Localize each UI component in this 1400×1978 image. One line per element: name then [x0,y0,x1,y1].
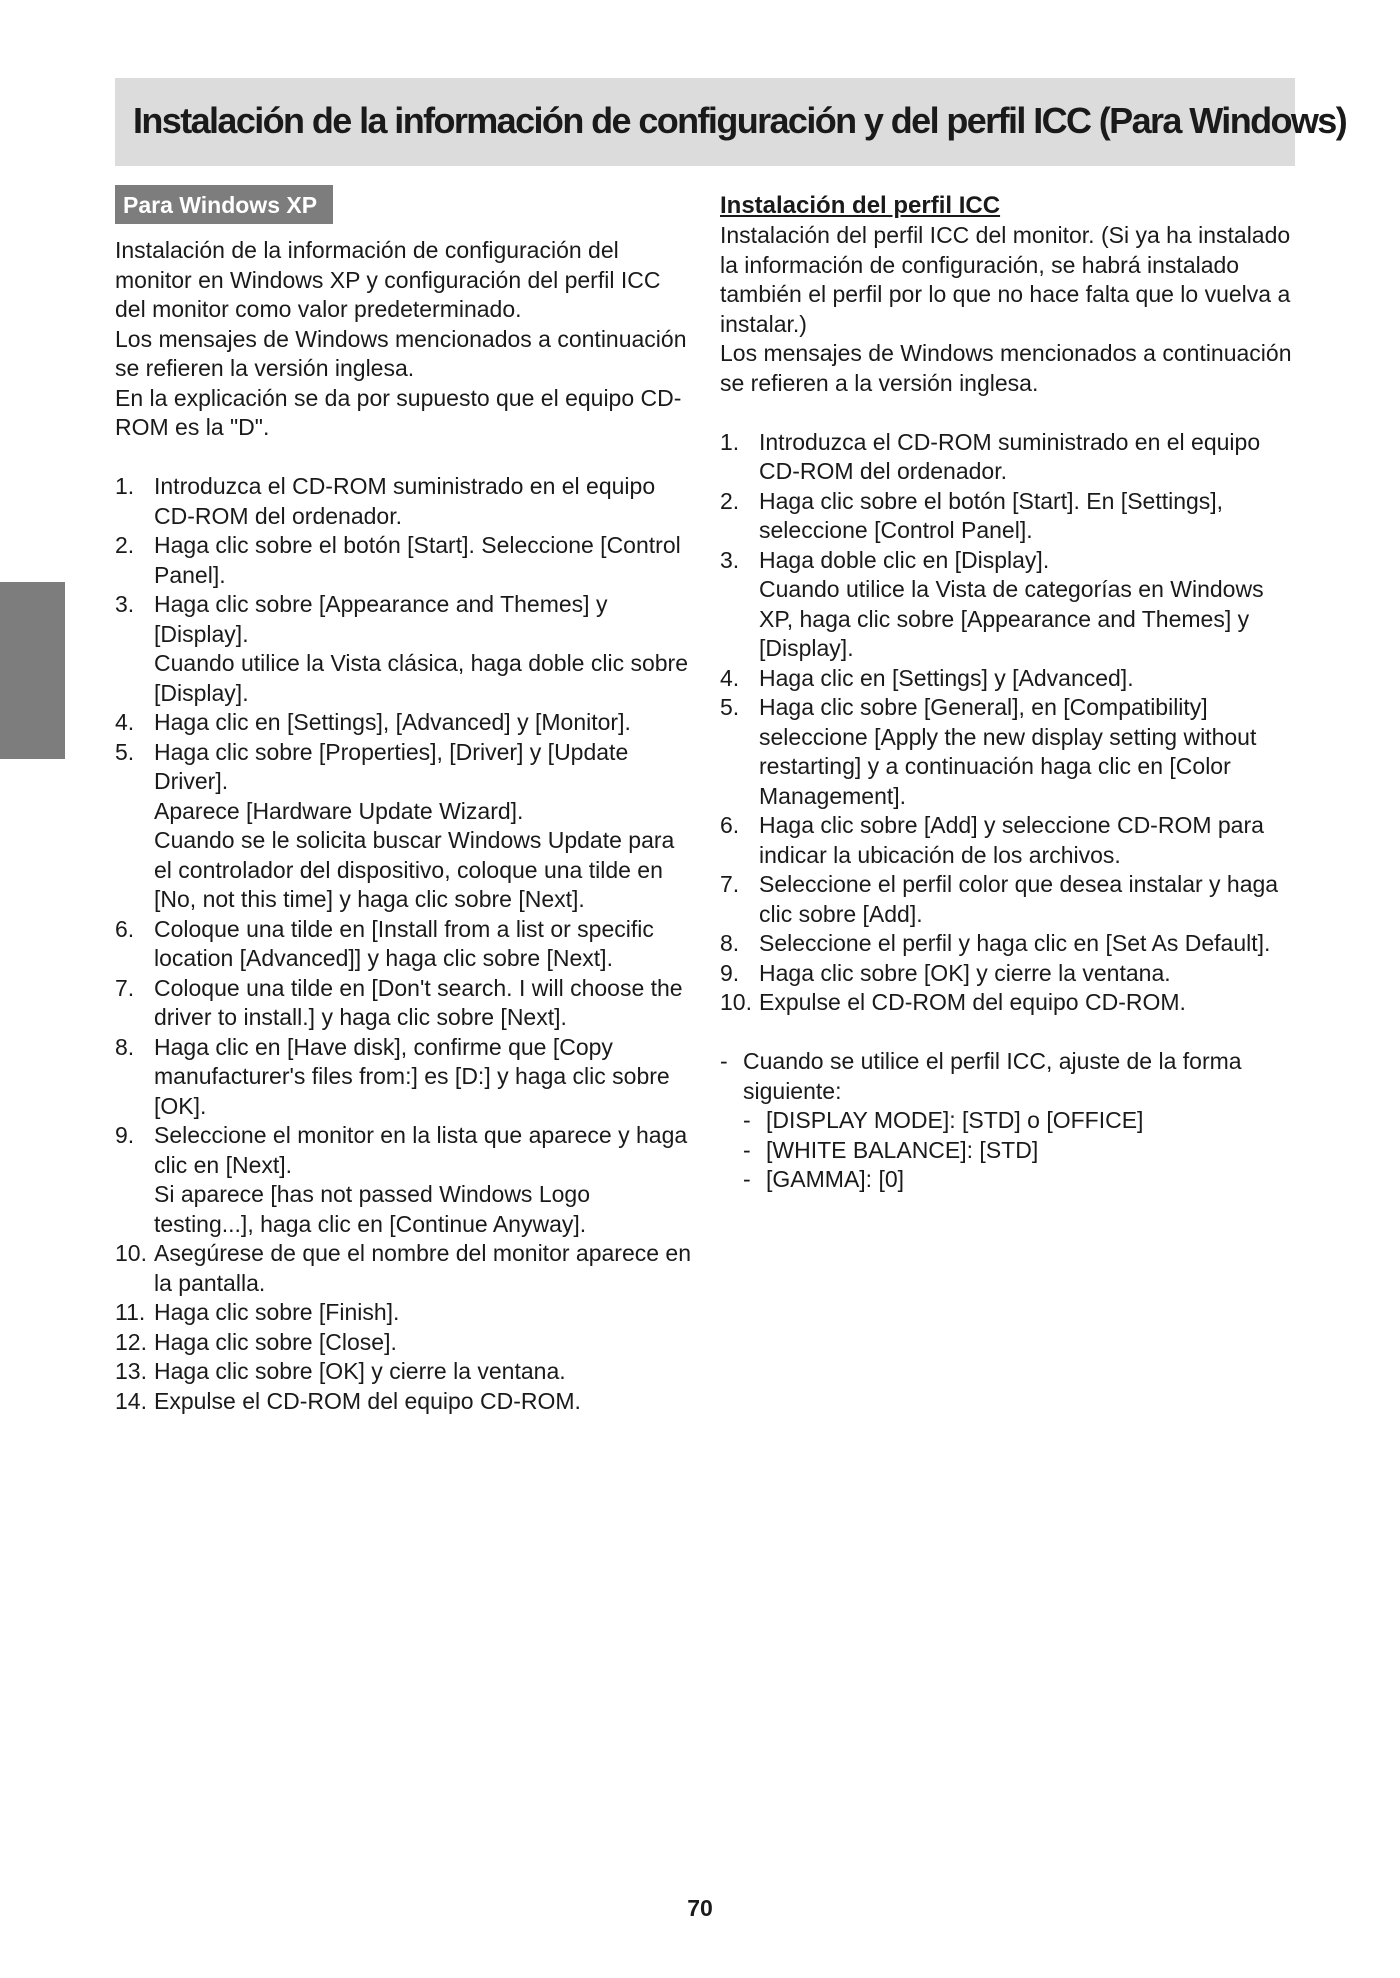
step-text [154,1121,695,1239]
note-dash: - [743,1166,751,1192]
step-line: Introduzca el CD-ROM suministrado en el equipo CD-ROM del ordenador. [154,473,656,529]
right-intro [720,221,1300,398]
step-number: 2. [115,532,135,558]
step-line: Haga clic sobre [General], en [Compatibility] seleccione [Apply the new display setting without restarting] y a continuación haga clic en [Color Management]. [759,694,1257,809]
list-item [720,693,1300,811]
step-text [154,915,695,974]
step-line: Coloque una tilde en [Install from a list or specific location [Advanced]] y haga clic sobre [Next]. [154,915,654,971]
settings-item-text: [GAMMA]: [0] [766,1166,905,1192]
step-number: 9. [720,959,740,986]
step-number: 1. [115,473,135,499]
page-title: Instalación de la información de configuración y del perfil ICC (Para Windows) [133,100,1347,141]
step-line: Introduzca el CD-ROM suministrado en el equipo CD-ROM del ordenador. [759,428,1261,484]
step-number: 10. [720,989,752,1015]
step-text [759,546,1300,664]
step-number: 8. [115,1033,135,1060]
step-line: Seleccione el monitor en la lista que aparece y haga clic en [Next]. [154,1122,688,1178]
step-line: Expulse el CD-ROM del equipo CD-ROM. [154,1387,581,1414]
left-steps-list [115,472,695,1416]
icc-settings-note [720,1047,1300,1195]
step-line: Haga clic sobre [OK] y cierre la ventana. [154,1358,566,1384]
section-title: Instalación del perfil ICC [720,192,1001,219]
right-steps-list [720,428,1300,1018]
step-line: Haga clic sobre el botón [Start]. En [Settings], seleccione [Control Panel]. [759,487,1224,543]
step-number: 4. [115,709,135,735]
list-item [115,1121,695,1239]
step-line: Cuando utilice la Vista de categorías en Windows XP, haga clic sobre [Appearance and Themes] y [Display]. [759,576,1264,661]
step-line: Haga clic sobre el botón [Start]. Seleccione [Control Panel]. [154,532,681,588]
step-number: 2. [720,487,740,514]
step-text [154,1239,695,1298]
step-text [154,708,695,738]
step-text [759,870,1300,929]
step-text [759,487,1300,546]
list-item [115,1239,695,1298]
list-item [115,738,695,915]
step-text [154,974,695,1033]
step-number: 6. [115,915,135,942]
step-line: Haga clic sobre [Finish]. [154,1299,400,1325]
settings-item-text: [WHITE BALANCE]: [STD] [766,1136,1039,1163]
step-number: 5. [115,738,135,765]
step-line: Haga clic sobre [Close]. [154,1328,397,1355]
list-item [720,546,1300,664]
list-item [115,974,695,1033]
list-item [115,1387,695,1417]
step-number: 7. [720,871,740,897]
list-item [115,708,695,738]
step-text [759,929,1300,959]
list-item [720,811,1300,870]
step-number: 13. [115,1358,147,1384]
page-number: 70 [687,1895,713,1921]
note-lead: Cuando se utilice el perfil ICC, ajuste de la forma siguiente: [743,1048,1242,1104]
step-text [154,1387,695,1417]
list-item [115,915,695,974]
list-item [720,428,1300,487]
list-item [720,870,1300,929]
step-number: 4. [720,664,740,691]
step-line: Cuando utilice la Vista clásica, haga doble clic sobre [Display]. [154,650,688,706]
intro-paragraph: Instalación de la información de configuración del monitor en Windows XP y configuración del perfil ICC del monitor como valor predeterminado. [115,237,661,322]
step-line: Haga clic en [Have disk], confirme que [Copy manufacturer's files from:] es [D:] y haga clic sobre [OK]. [154,1033,670,1119]
step-text [154,1328,695,1358]
step-line: Haga doble clic en [Display]. [759,546,1050,573]
intro-paragraph: Los mensajes de Windows mencionados a continuación se refieren la versión inglesa. [115,325,687,381]
settings-item [720,1106,1300,1136]
right-column [720,185,1300,1195]
step-text [154,472,695,531]
list-item [115,1357,695,1387]
step-number: 8. [720,930,740,956]
step-line: Asegúrese de que el nombre del monitor aparece en la pantalla. [154,1240,692,1296]
step-text [759,693,1300,811]
list-item [115,531,695,590]
step-number: 9. [115,1122,135,1148]
step-line: Seleccione el perfil y haga clic en [Set As Default]. [759,930,1271,956]
step-number: 12. [115,1328,147,1355]
step-number: 11. [115,1299,146,1325]
step-number: 5. [720,694,740,720]
step-line: Haga clic sobre [OK] y cierre la ventana. [759,959,1171,986]
step-line: Haga clic sobre [Properties], [Driver] y [Update Driver]. [154,738,629,794]
list-item [720,988,1300,1018]
note-dash: - [743,1136,751,1163]
list-item [115,1328,695,1358]
left-intro [115,236,695,443]
step-line: Expulse el CD-ROM del equipo CD-ROM. [759,989,1186,1015]
step-number: 3. [115,591,135,617]
step-text [154,738,695,915]
step-text [759,428,1300,487]
step-text [759,811,1300,870]
step-line: Haga clic en [Settings], [Advanced] y [Monitor]. [154,709,631,735]
note-dash: - [720,1048,728,1074]
step-number: 3. [720,546,740,573]
step-number: 7. [115,974,135,1001]
list-item [720,959,1300,989]
intro-paragraph: Los mensajes de Windows mencionados a continuación se refieren a la versión inglesa. [720,340,1292,396]
title-banner [115,78,1347,166]
left-column [115,185,695,1416]
step-line: Si aparece [has not passed Windows Logo testing...], haga clic en [Continue Anyway]. [154,1181,590,1237]
step-line: Aparece [Hardware Update Wizard]. [154,797,524,824]
settings-item [720,1165,1300,1195]
settings-item-text: [DISPLAY MODE]: [STD] o [OFFICE] [766,1107,1144,1133]
step-text [759,988,1300,1018]
list-item [720,664,1300,694]
section-badge: Para Windows XP [115,185,333,224]
note-dash: - [743,1107,751,1133]
list-item [115,1033,695,1122]
step-line: Haga clic sobre [Appearance and Themes] y [Display]. [154,591,608,647]
step-text [154,1357,695,1387]
intro-paragraph: En la explicación se da por supuesto que el equipo CD-ROM es la "D". [115,384,682,440]
intro-paragraph: Instalación del perfil ICC del monitor. (Si ya ha instalado la información de configuración, se habrá instalado también el perfil por lo que no hace falta que lo vuelva a instalar.) [720,222,1291,337]
step-text [154,531,695,590]
step-text [154,1298,695,1328]
step-number: 6. [720,812,740,838]
step-line: Cuando se le solicita buscar Windows Update para el controlador del dispositivo, coloque una tilde en [No, not this time] y haga clic sobre [Next]. [154,827,675,912]
step-line: Seleccione el perfil color que desea instalar y haga clic sobre [Add]. [759,871,1279,927]
step-number: 10. [115,1240,147,1266]
step-text [759,664,1300,694]
step-text [154,1033,695,1122]
settings-item [720,1136,1300,1166]
step-number: 14. [115,1387,147,1414]
list-item [720,487,1300,546]
list-item [115,1298,695,1328]
list-item [115,472,695,531]
step-line: Coloque una tilde en [Don't search. I will choose the driver to install.] y haga clic sobre [Next]. [154,974,683,1030]
side-tab-marker [0,582,65,759]
step-line: Haga clic en [Settings] y [Advanced]. [759,664,1134,691]
list-item [720,929,1300,959]
step-text [154,590,695,708]
step-text [759,959,1300,989]
step-line: Haga clic sobre [Add] y seleccione CD-ROM para indicar la ubicación de los archivos. [759,812,1264,868]
step-number: 1. [720,428,740,455]
list-item [115,590,695,708]
